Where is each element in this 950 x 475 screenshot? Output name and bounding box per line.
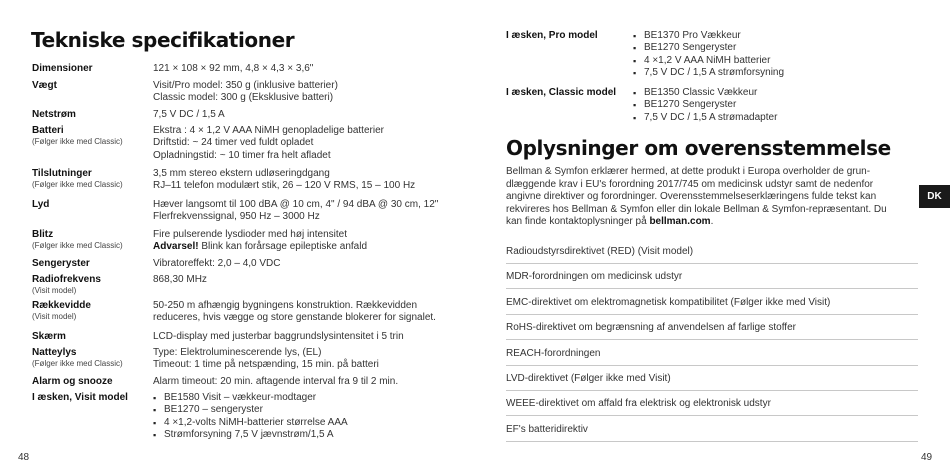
spec-label: Natteylys xyxy=(32,347,77,358)
spec-label: Skærm xyxy=(32,331,66,342)
spec-label: Lyd xyxy=(32,199,50,210)
page-number-left: 48 xyxy=(18,452,30,463)
spec-value: reduceres, hvis vægge og store genstande blokerer for signalet. xyxy=(153,312,436,324)
paragraph-text: . xyxy=(710,216,714,227)
spec-label: Tilslutninger xyxy=(32,168,92,179)
list-item: ▪ BE1270 Sengeryster xyxy=(633,99,938,111)
spec-value: 121 × 108 × 92 mm, 4,8 × 4,3 × 3,6" xyxy=(153,63,314,74)
list-item: ▪ BE1370 Pro Vækkeur xyxy=(633,30,938,42)
paragraph-line xyxy=(506,216,906,229)
spec-note: (Visit model) xyxy=(32,312,77,322)
directive-item: RoHS-direktivet om begrænsning af anvendelsen af farlige stoffer xyxy=(506,321,918,340)
list-item: ▪ 7,5 V DC / 1,5 A strømforsyning xyxy=(633,67,938,79)
box-visit-list xyxy=(153,392,458,441)
spec-label: Blitz xyxy=(32,229,54,240)
list-item: ▪ BE1270 Sengeryster xyxy=(633,42,938,54)
spec-value: Hæver langsomt til 100 dBA @ 10 cm, 4" / 94 dBA @ 30 cm, 12" xyxy=(153,199,439,210)
directive-item: LVD-direktivet (Følger ikke med Visit) xyxy=(506,372,918,391)
warning-label: Advarsel! xyxy=(153,241,199,253)
spec-value: Type: Elektroluminescerende lys, (EL) xyxy=(153,347,322,358)
spec-label: Netstrøm xyxy=(32,109,76,120)
spec-value: Driftstid: ~ 24 timer ved fuldt opladet xyxy=(153,137,314,149)
spec-label: Dimensioner xyxy=(32,63,93,74)
spec-value: Ekstra : 4 × 1,2 V AAA NiMH genopladelige batterier xyxy=(153,125,384,136)
box-pro-label: I æsken, Pro model xyxy=(506,30,598,41)
spec-value: 868,30 MHz xyxy=(153,274,207,285)
spec-label: Vægt xyxy=(32,80,57,91)
spec-value: Timeout: 1 time på netspænding, 15 min. på batteri xyxy=(153,359,379,371)
warning-text: Blink kan forårsage epileptiske anfald xyxy=(198,241,368,253)
spec-label: Sengeryster xyxy=(32,258,90,269)
section-heading: Oplysninger om overensstemmelse xyxy=(506,136,891,160)
conformity-paragraph xyxy=(506,166,906,229)
spec-value: 3,5 mm stereo ekstern udløseringdgang xyxy=(153,168,330,179)
directive-item: Radioudstyrsdirektivet (RED) (Visit model) xyxy=(506,245,918,264)
spec-note: (Følger ikke med Classic) xyxy=(32,180,123,190)
spec-label: Batteri xyxy=(32,125,64,136)
directive-item: REACH-forordningen xyxy=(506,347,918,366)
directive-item: WEEE-direktivet om affald fra elektrisk og elektronisk udstyr xyxy=(506,397,918,416)
spec-value: Fire pulserende lysdioder med høj intensitet xyxy=(153,229,347,240)
website-link[interactable]: bellman.com xyxy=(649,216,711,227)
spec-value: Flerfrekvenssignal, 950 Hz – 3000 Hz xyxy=(153,211,320,223)
list-item: ▪ 7,5 V DC / 1,5 A strømadapter xyxy=(633,112,938,124)
list-item: ▪ 4 ×1,2 V AAA NiMH batterier xyxy=(633,55,938,67)
spec-value: 50-250 m afhængig bygningens konstruktion. Rækkevidden xyxy=(153,300,418,311)
spec-note: (Følger ikke med Classic) xyxy=(32,137,123,147)
spec-label: Rækkevidde xyxy=(32,300,91,311)
spec-note: (Visit model) xyxy=(32,286,77,296)
paragraph-line: Bellman & Symfon erklærer hermed, at dette produkt i Europa overholder de grun- xyxy=(506,166,871,177)
spec-value: Classic model: 300 g (Eksklusive batteri) xyxy=(153,92,334,104)
spec-note: (Følger ikke med Classic) xyxy=(32,241,123,251)
language-tab: DK xyxy=(919,185,950,208)
right-page xyxy=(475,0,950,475)
box-pro-list xyxy=(633,30,938,79)
list-item: ▪ BE1580 Visit – vækkeur-modtager xyxy=(153,392,458,404)
spec-value: Opladningstid: ~ 10 timer fra helt afladet xyxy=(153,149,331,161)
list-item: ▪ Strømforsyning 7,5 V jævnstrøm/1,5 A xyxy=(153,429,458,441)
spec-value: Alarm timeout: 20 min. aftagende interval fra 9 til 2 min. xyxy=(153,376,399,387)
spec-value: RJ–11 telefon modulært stik, 26 – 120 V RMS, 15 – 100 Hz xyxy=(153,180,416,192)
spec-value: Visit/Pro model: 350 g (inklusive batterier) xyxy=(153,80,338,91)
spec-note: (Følger ikke med Classic) xyxy=(32,359,123,369)
paragraph-line: angivne direktiver og forordninger. Overensstemmelseserklæringens fulde tekst kan xyxy=(506,191,877,202)
spec-label: Radiofrekvens xyxy=(32,274,101,285)
spec-value: LCD-display med justerbar baggrundslysintensitet i 5 trin xyxy=(153,331,404,342)
box-classic-list xyxy=(633,87,938,124)
paragraph-line: rekvireres hos Bellman & Symfon eller din lokale Bellman & Symfon-repræsentant. Du xyxy=(506,203,887,215)
spec-value: 7,5 V DC / 1,5 A xyxy=(153,109,225,120)
page-number-right: 49 xyxy=(921,452,933,463)
spec-value: Vibratoreffekt: 2,0 – 4,0 VDC xyxy=(153,258,281,269)
list-item: ▪ BE1270 – sengeryster xyxy=(153,404,458,416)
list-item: ▪ 4 ×1,2-volts NiMH-batterier størrelse AAA xyxy=(153,417,458,429)
spec-label: Alarm og snooze xyxy=(32,376,113,387)
directive-item: EF's batteridirektiv xyxy=(506,423,918,442)
box-visit-label: I æsken, Visit model xyxy=(32,392,128,403)
directive-item: MDR-forordningen om medicinsk udstyr xyxy=(506,270,918,289)
paragraph-text: kan finde kontaktoplysninger på xyxy=(506,216,650,227)
directive-item: EMC-direktivet om elektromagnetisk kompatibilitet (Følger ikke med Visit) xyxy=(506,296,918,315)
list-item: ▪ BE1350 Classic Vækkeur xyxy=(633,87,938,99)
warning-line xyxy=(153,241,458,253)
paragraph-line: dlæggende krav i EU's forordning 2017/745 om medicinsk udstyr samt de nedenfor xyxy=(506,178,874,190)
page-title: Tekniske specifikationer xyxy=(31,28,295,52)
box-classic-label: I æsken, Classic model xyxy=(506,87,617,98)
